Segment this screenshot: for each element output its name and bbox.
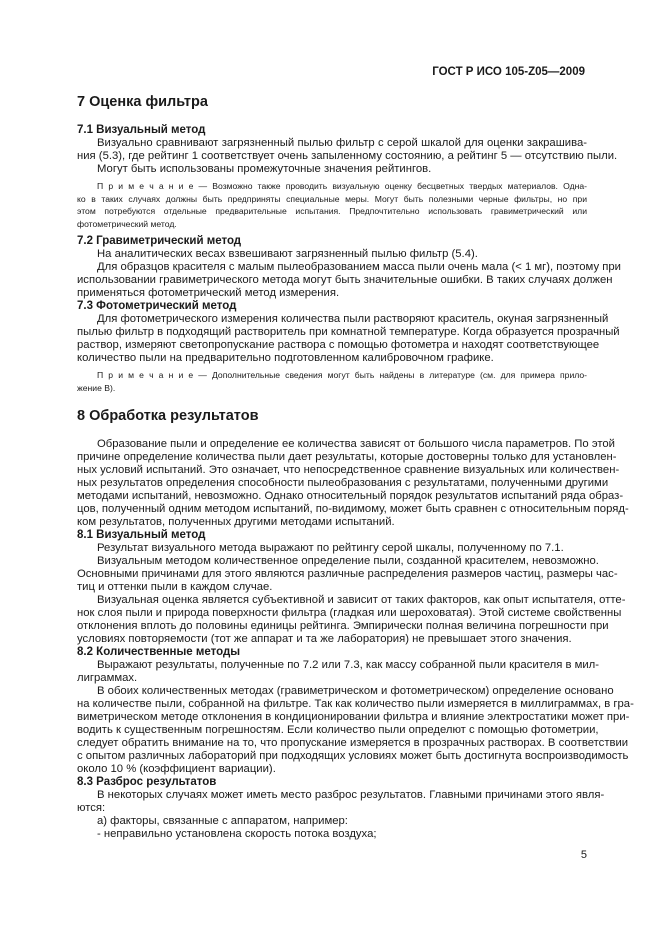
text-line: - неправильно установлена скорость потока воздуха; [97, 828, 377, 840]
paragraph [77, 685, 634, 776]
text-line: В обоих количественных методах (гравиметрическом и фотометрическом) определение основано [97, 685, 614, 697]
text-line: лиграммах. [77, 672, 138, 684]
text-line: количество пыли на предварительно подготовленном калибровочном графике. [77, 352, 494, 364]
paragraph [77, 137, 618, 163]
page-number: 5 [580, 849, 587, 861]
text-line: фотометрический метод. [77, 218, 177, 229]
text-line: Образование пыли и определение ее количества зависят от большого числа параметров. По этой [97, 438, 615, 450]
text-line: условиях повторяемости (тот же аппарат и та же лаборатория) не превышает этого значения. [77, 633, 572, 645]
text-line: раствор, измеряют светопропускание раствора с помощью фотометра и находят соответствующее [77, 339, 600, 351]
text-line: нок слоя пыли и природа поверхности фильтра (гладкая или шероховатая). Этой системе свойственны [77, 607, 622, 619]
paragraph [77, 828, 587, 841]
text-line: следует обратить внимание на то, что пропускание измеряется в прозрачных растворах. В соответствии [77, 737, 629, 749]
text-line: Визуальная оценка является субъективной и зависит от таких факторов, как опыт испытателя, отте- [97, 594, 626, 606]
text-line: В некоторых случаях может иметь место разброс результатов. Главными причинами этого явля- [97, 789, 605, 801]
text-line: около 10 % (коэффициент вариации). [77, 763, 276, 775]
text-line: П р и м е ч а н и е — Возможно также проводить визуальную оценку бесцветных твердых материалов. Одна- [97, 181, 587, 191]
text-line: водить к существенным погрешностям. Если количество пыли определют с помощью фотометрии, [77, 724, 599, 736]
text-line: ных условий испытаний. Это означает, что непосредственное сравнение визуальных или количествен- [77, 464, 620, 476]
text-line: ком результатов, полученных другими методами испытаний. [77, 516, 395, 528]
text-line: этом потребуются отдельные предварительные испытания. Предпочтительно использовать гравиметрический или [77, 206, 587, 216]
text-line: Результат визуального метода выражают по рейтингу серой шкалы, полученному по 7.1. [97, 542, 564, 554]
text-line: цов, полученный одним методом испытаний, по-видимому, может быть сравнен с относительным поряд- [77, 503, 629, 515]
note-paragraph [77, 180, 587, 230]
text-line: применяться фотометрический метод измерения. [77, 287, 340, 299]
note-paragraph [77, 369, 587, 394]
text-line: отклонения вплоть до половины единицы рейтинга. Эмпирически полная величина погрешности при [77, 620, 609, 632]
paragraph [77, 789, 605, 815]
paragraph [77, 542, 587, 555]
paragraph [77, 594, 626, 646]
document-header: ГОСТ Р ИСО 105-Z05—2009 [432, 66, 585, 78]
paragraph [77, 163, 587, 176]
text-line: ко в таких случаях должны быть предприняты специальные меры. Могут быть полезными черные фильтры, но при [77, 193, 587, 204]
paragraph [77, 248, 587, 261]
text-line: ных результатов определения способности пылеобразования с результатами, полученными другими [77, 477, 609, 489]
section-heading: 7 Оценка фильтра [77, 94, 208, 110]
text-line: жение В). [77, 382, 116, 393]
text-line: Могут быть использованы промежуточные значения рейтингов. [97, 163, 432, 175]
text-line: ния (5.3), где рейтинг 1 соответствует очень запыленному состоянию, а рейтинг 5 — отсутствию пыли. [77, 150, 618, 162]
text-line: ются: [77, 802, 106, 814]
paragraph [77, 815, 587, 828]
text-line: П р и м е ч а н и е — Дополнительные сведения могут быть найдены в литературе (см. для примера прило- [97, 370, 587, 380]
paragraph [77, 261, 621, 300]
paragraph [77, 659, 600, 685]
section-heading: 8 Обработка результатов [77, 408, 259, 424]
paragraph [77, 555, 618, 594]
text-line: Выражают результаты, полученные по 7.2 или 7.3, как массу собранной пыли красителя в мил- [97, 659, 600, 671]
subsection-heading: 7.3 Фотометрический метод [77, 300, 237, 312]
text-line: тиц и оттенки пыли в каждом случае. [77, 581, 273, 593]
text-line: виметрическом методе отклонения в кондиционировании фильтра и влияние электростатики может при- [77, 711, 630, 723]
subsection-heading: 7.1 Визуальный метод [77, 124, 206, 136]
subsection-heading: 7.2 Гравиметрический метод [77, 235, 242, 247]
text-line: пылью фильтр в подходящий растворитель при комнатной температуре. Когда образуется прозрачный [77, 326, 620, 338]
text-line: причине определение количества пыли дает результаты, которые достоверны только для установлен- [77, 451, 617, 463]
text-line: Визуально сравнивают загрязненный пылью фильтр с серой шкалой для оценки закрашива- [97, 137, 587, 149]
subsection-heading: 8.3 Разброс результатов [77, 776, 217, 788]
paragraph [77, 438, 629, 529]
text-line: с опытом различных лабораторий при подходящих условиях может быть достигнута воспроизводимость [77, 750, 629, 762]
paragraph [77, 313, 620, 365]
text-line: На аналитических весах взвешивают загрязненный пылью фильтр (5.4). [97, 248, 478, 260]
subsection-heading: 8.1 Визуальный метод [77, 529, 206, 541]
text-line: Визуальным методом количественное определение пыли, созданной красителем, невозможно. [97, 555, 599, 567]
text-line: Для образцов красителя с малым пылеобразованием масса пыли очень мала (< 1 мг), поэтому при [97, 261, 621, 273]
text-line: Для фотометрического измерения количества пыли растворяют краситель, окуная загрязненный [97, 313, 609, 325]
subsection-heading: 8.2 Количественные методы [77, 646, 241, 658]
text-line: Основными причинами для этого являются различные распределения размеров частиц, размеры час- [77, 568, 618, 580]
text-line: на количестве пыли, собранной на фильтре. Так как количество пыли измеряется в миллиграммах, в гра- [77, 698, 634, 710]
document-body [77, 94, 634, 841]
text-line: а) факторы, связанные с аппаратом, например: [97, 815, 348, 827]
text-line: использовании гравиметрического метода могут быть значительные ошибки. В таких случаях должен [77, 274, 613, 286]
text-line: методами испытаний, невозможно. Однако относительный порядок результатов испытаний ряда образ- [77, 490, 624, 502]
